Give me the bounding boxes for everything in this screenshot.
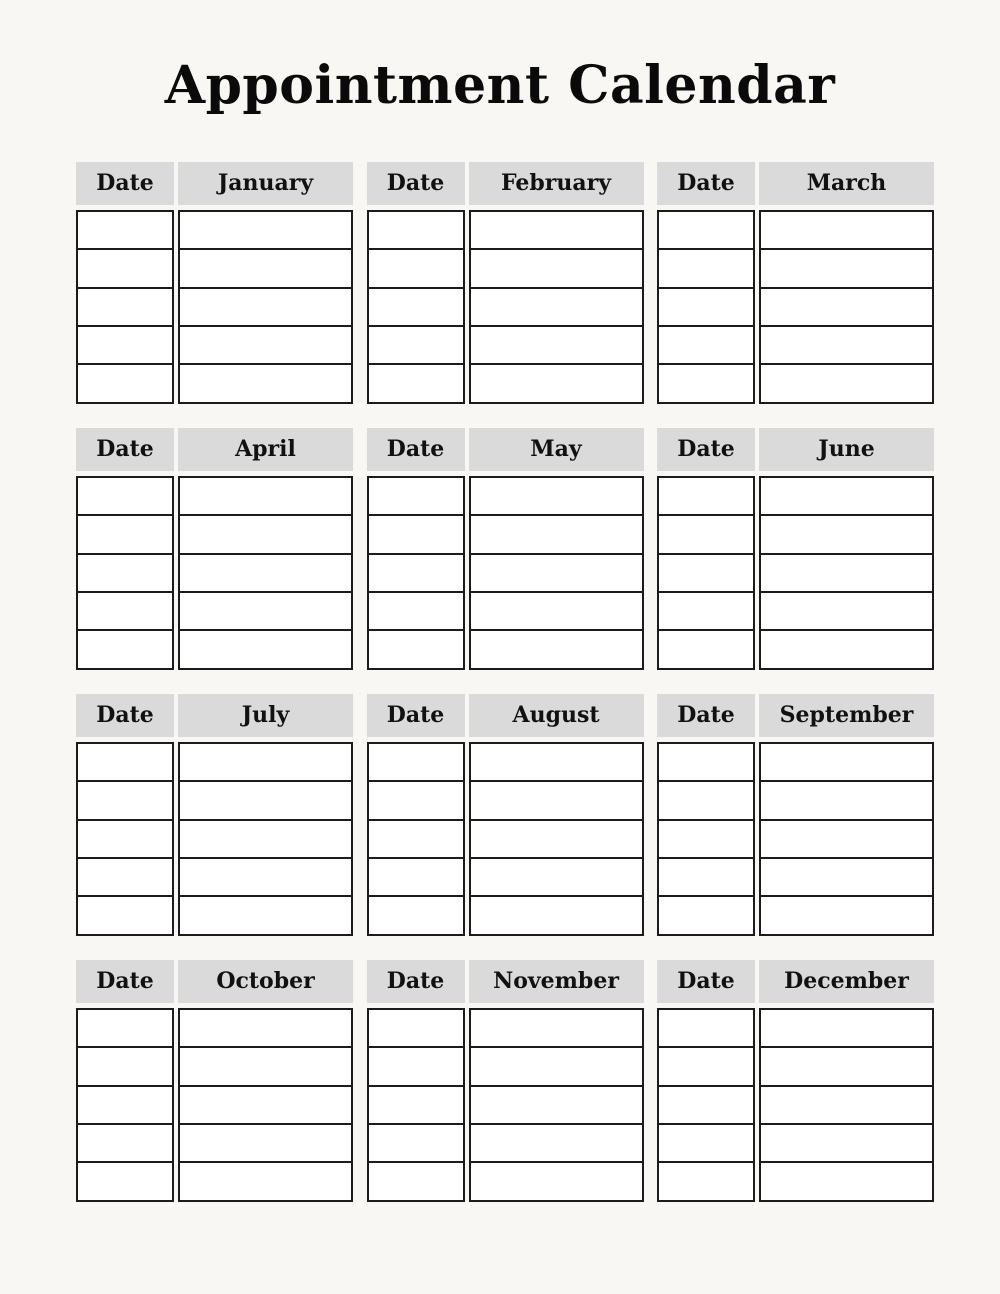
entry-cell <box>180 593 351 631</box>
date-column-header: Date <box>367 694 465 737</box>
month-header-row <box>367 162 644 205</box>
calendar-row <box>76 428 934 670</box>
entry-cell <box>180 327 351 365</box>
entry-cell <box>761 782 932 820</box>
entries-column <box>759 476 934 670</box>
date-cell <box>369 365 463 401</box>
month-table <box>76 694 353 936</box>
entry-cell <box>471 478 642 516</box>
date-cell <box>659 631 753 667</box>
date-cell <box>659 782 753 820</box>
month-body <box>657 210 934 404</box>
date-column <box>657 210 755 404</box>
entry-cell <box>761 365 932 401</box>
entry-cell <box>761 821 932 859</box>
page-title: Appointment Calendar <box>164 55 836 116</box>
entries-column <box>178 742 353 936</box>
date-cell <box>659 478 753 516</box>
date-column <box>76 742 174 936</box>
date-cell <box>369 1010 463 1048</box>
date-column-header: Date <box>367 162 465 205</box>
date-column-header: Date <box>367 960 465 1003</box>
entry-cell <box>471 631 642 667</box>
date-cell <box>78 516 172 554</box>
entry-cell <box>180 897 351 933</box>
entry-cell <box>471 1048 642 1086</box>
entry-cell <box>471 555 642 593</box>
date-column-header: Date <box>76 694 174 737</box>
date-column <box>76 476 174 670</box>
month-header-row <box>76 162 353 205</box>
entry-cell <box>761 250 932 288</box>
month-header-row <box>367 694 644 737</box>
date-cell <box>369 1125 463 1163</box>
date-cell <box>659 593 753 631</box>
date-cell <box>78 1087 172 1125</box>
entries-column <box>469 1008 644 1202</box>
entry-cell <box>471 1163 642 1199</box>
date-cell <box>659 897 753 933</box>
month-table <box>367 960 644 1202</box>
date-cell <box>78 212 172 250</box>
month-header-row <box>657 162 934 205</box>
entries-column <box>469 210 644 404</box>
entry-cell <box>180 1125 351 1163</box>
date-cell <box>78 1163 172 1199</box>
date-cell <box>659 821 753 859</box>
month-body <box>657 742 934 936</box>
entry-cell <box>761 859 932 897</box>
date-cell <box>659 744 753 782</box>
date-cell <box>659 289 753 327</box>
entry-cell <box>761 555 932 593</box>
month-name-header: July <box>178 694 353 737</box>
entries-column <box>178 1008 353 1202</box>
entry-cell <box>471 365 642 401</box>
entry-cell <box>761 1010 932 1048</box>
month-header-row <box>367 960 644 1003</box>
month-body <box>367 210 644 404</box>
date-cell <box>659 555 753 593</box>
date-cell <box>78 250 172 288</box>
date-cell <box>78 1048 172 1086</box>
month-body <box>76 742 353 936</box>
date-cell <box>78 478 172 516</box>
entry-cell <box>761 593 932 631</box>
date-cell <box>369 555 463 593</box>
date-cell <box>369 821 463 859</box>
entry-cell <box>180 1087 351 1125</box>
date-cell <box>659 212 753 250</box>
month-header-row <box>76 960 353 1003</box>
date-cell <box>369 859 463 897</box>
date-cell <box>659 1163 753 1199</box>
date-column <box>76 210 174 404</box>
entries-column <box>759 1008 934 1202</box>
date-column <box>657 742 755 936</box>
entry-cell <box>471 744 642 782</box>
date-cell <box>78 1010 172 1048</box>
entry-cell <box>471 289 642 327</box>
date-column <box>76 1008 174 1202</box>
entry-cell <box>180 821 351 859</box>
month-body <box>76 210 353 404</box>
calendar-row <box>76 162 934 404</box>
entry-cell <box>180 365 351 401</box>
entry-cell <box>180 555 351 593</box>
date-column-header: Date <box>657 694 755 737</box>
calendar-row <box>76 694 934 936</box>
month-name-header: February <box>469 162 644 205</box>
date-cell <box>78 859 172 897</box>
date-cell <box>78 631 172 667</box>
date-cell <box>659 516 753 554</box>
month-table <box>367 694 644 936</box>
date-cell <box>78 821 172 859</box>
date-cell <box>78 327 172 365</box>
entry-cell <box>180 859 351 897</box>
date-cell <box>369 327 463 365</box>
date-cell <box>369 782 463 820</box>
month-name-header: October <box>178 960 353 1003</box>
month-name-header: June <box>759 428 934 471</box>
month-body <box>657 476 934 670</box>
month-name-header: March <box>759 162 934 205</box>
date-cell <box>369 593 463 631</box>
entries-column <box>759 210 934 404</box>
month-body <box>367 742 644 936</box>
entry-cell <box>471 1010 642 1048</box>
date-column-header: Date <box>657 162 755 205</box>
entry-cell <box>761 1125 932 1163</box>
date-cell <box>659 1125 753 1163</box>
entries-column <box>759 742 934 936</box>
date-cell <box>78 744 172 782</box>
entry-cell <box>471 821 642 859</box>
month-table <box>657 162 934 404</box>
month-name-header: September <box>759 694 934 737</box>
date-column <box>367 476 465 670</box>
entry-cell <box>761 897 932 933</box>
date-cell <box>369 897 463 933</box>
date-column <box>367 1008 465 1202</box>
entry-cell <box>180 212 351 250</box>
entry-cell <box>761 1048 932 1086</box>
month-name-header: December <box>759 960 934 1003</box>
entry-cell <box>761 744 932 782</box>
date-cell <box>659 1087 753 1125</box>
date-cell <box>78 365 172 401</box>
date-column-header: Date <box>76 162 174 205</box>
date-column-header: Date <box>76 428 174 471</box>
date-cell <box>659 250 753 288</box>
month-body <box>367 1008 644 1202</box>
entry-cell <box>471 593 642 631</box>
entry-cell <box>180 744 351 782</box>
month-name-header: May <box>469 428 644 471</box>
date-column <box>657 1008 755 1202</box>
date-cell <box>369 631 463 667</box>
entry-cell <box>471 516 642 554</box>
month-body <box>657 1008 934 1202</box>
date-cell <box>78 289 172 327</box>
entry-cell <box>180 631 351 667</box>
entry-cell <box>471 782 642 820</box>
date-cell <box>369 478 463 516</box>
entry-cell <box>761 516 932 554</box>
month-name-header: November <box>469 960 644 1003</box>
date-cell <box>659 859 753 897</box>
date-cell <box>78 593 172 631</box>
date-cell <box>78 897 172 933</box>
entry-cell <box>471 1087 642 1125</box>
entry-cell <box>180 782 351 820</box>
date-cell <box>369 212 463 250</box>
date-column <box>367 742 465 936</box>
entry-cell <box>471 250 642 288</box>
date-cell <box>369 516 463 554</box>
entry-cell <box>761 1163 932 1199</box>
date-column-header: Date <box>76 960 174 1003</box>
entry-cell <box>471 327 642 365</box>
entry-cell <box>761 289 932 327</box>
date-cell <box>659 365 753 401</box>
entry-cell <box>471 859 642 897</box>
month-table <box>367 428 644 670</box>
entry-cell <box>180 1163 351 1199</box>
month-header-row <box>657 960 934 1003</box>
date-cell <box>659 1048 753 1086</box>
calendar-row <box>76 960 934 1202</box>
month-table <box>657 694 934 936</box>
entry-cell <box>761 327 932 365</box>
month-header-row <box>76 428 353 471</box>
month-table <box>76 428 353 670</box>
month-table <box>657 960 934 1202</box>
entry-cell <box>180 1048 351 1086</box>
month-table <box>76 162 353 404</box>
entry-cell <box>761 478 932 516</box>
month-name-header: January <box>178 162 353 205</box>
entry-cell <box>471 212 642 250</box>
date-column <box>657 476 755 670</box>
entry-cell <box>180 289 351 327</box>
entry-cell <box>761 1087 932 1125</box>
date-column-header: Date <box>657 960 755 1003</box>
date-column <box>367 210 465 404</box>
date-cell <box>659 327 753 365</box>
entry-cell <box>761 631 932 667</box>
month-table <box>76 960 353 1202</box>
date-cell <box>369 1048 463 1086</box>
month-body <box>76 1008 353 1202</box>
entry-cell <box>180 478 351 516</box>
calendar-grid <box>76 162 934 1202</box>
date-column-header: Date <box>367 428 465 471</box>
date-cell <box>369 250 463 288</box>
entry-cell <box>761 212 932 250</box>
month-header-row <box>76 694 353 737</box>
entry-cell <box>471 1125 642 1163</box>
entries-column <box>178 210 353 404</box>
month-name-header: August <box>469 694 644 737</box>
date-cell <box>78 1125 172 1163</box>
month-name-header: April <box>178 428 353 471</box>
entries-column <box>469 742 644 936</box>
entry-cell <box>180 250 351 288</box>
entry-cell <box>471 897 642 933</box>
entry-cell <box>180 516 351 554</box>
month-header-row <box>657 428 934 471</box>
month-header-row <box>367 428 644 471</box>
entries-column <box>469 476 644 670</box>
date-cell <box>369 744 463 782</box>
month-body <box>76 476 353 670</box>
month-table <box>367 162 644 404</box>
entries-column <box>178 476 353 670</box>
date-column-header: Date <box>657 428 755 471</box>
date-cell <box>659 1010 753 1048</box>
entry-cell <box>180 1010 351 1048</box>
date-cell <box>369 1087 463 1125</box>
date-cell <box>78 555 172 593</box>
date-cell <box>369 289 463 327</box>
month-table <box>657 428 934 670</box>
date-cell <box>78 782 172 820</box>
date-cell <box>369 1163 463 1199</box>
month-header-row <box>657 694 934 737</box>
month-body <box>367 476 644 670</box>
